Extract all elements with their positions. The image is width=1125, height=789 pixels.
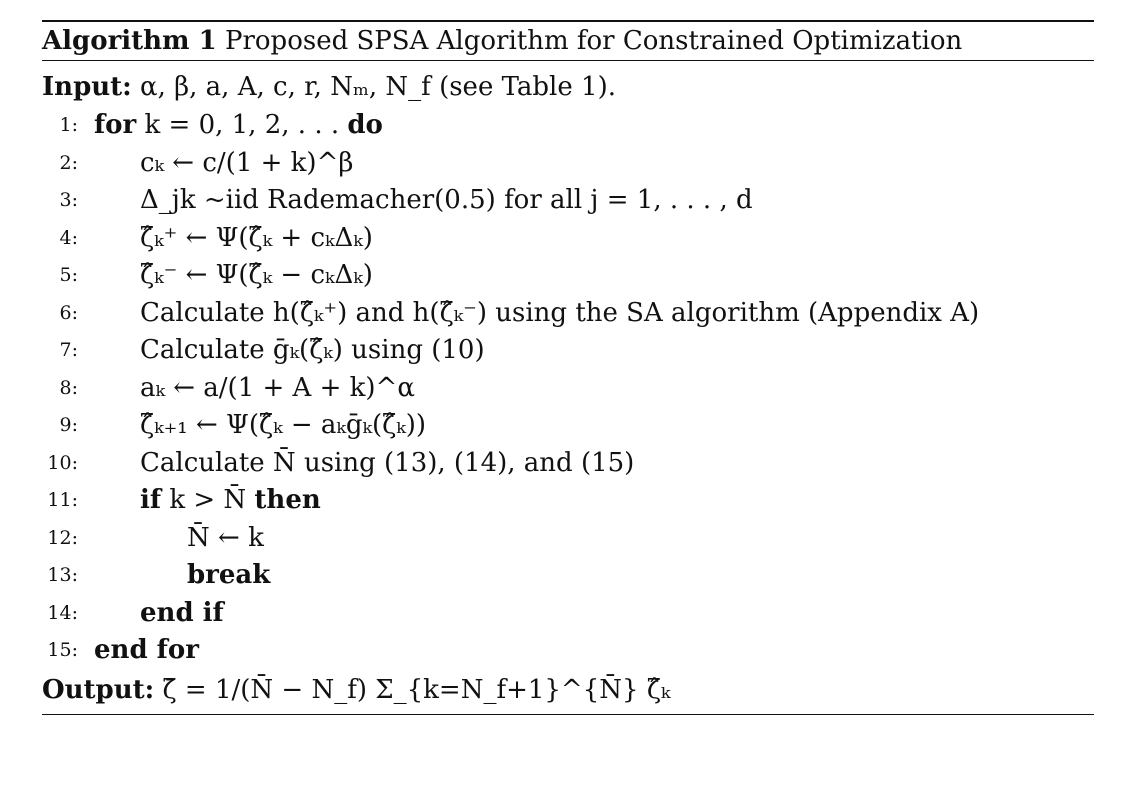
line-content: [94, 632, 199, 670]
line-content: [187, 557, 270, 595]
keyword: then: [254, 485, 321, 515]
line-content: [140, 220, 373, 258]
line-text: Calculate ḡₖ(ζ̂ₖ) using (10): [140, 335, 485, 365]
keyword: end for: [94, 635, 199, 665]
line-text: Calculate N̄ using (13), (14), and (15): [140, 447, 635, 478]
line-number: 2:: [59, 151, 78, 174]
algorithm-line: [42, 557, 1094, 595]
line-text: ζ̂ₖ⁻ ← Ψ(ζ̂ₖ − cₖΔₖ): [140, 260, 373, 290]
line-number: 5:: [59, 264, 78, 286]
line-content: [140, 370, 415, 408]
line-content: [187, 520, 264, 558]
keyword: break: [187, 560, 271, 590]
line-text: N̄ ← k: [187, 522, 264, 553]
input-label: Input:: [42, 72, 132, 102]
line-number: 12:: [47, 526, 78, 549]
line-text: k > N̄: [169, 485, 247, 515]
line-text: cₖ ← c/(1 + k)^β: [140, 147, 354, 178]
input-line: [42, 67, 1094, 107]
line-content: [140, 332, 485, 370]
algorithm-steps: [42, 107, 1094, 670]
line-number: 6:: [59, 301, 78, 324]
keyword: do: [347, 110, 383, 140]
line-number: 11:: [47, 489, 78, 511]
algorithm-line: [42, 632, 1094, 670]
line-number: 9:: [59, 414, 78, 436]
line-number: 4:: [59, 226, 78, 249]
bottom-rule: [42, 714, 1094, 715]
keyword: end if: [140, 597, 224, 628]
output-text: ζ̄ = 1/(N̄ − N_f) Σ_{k=N_f+1}^{N̄} ζ̂ₖ: [162, 674, 671, 705]
line-content: [140, 295, 979, 333]
line-text: k = 0, 1, 2, . . .: [144, 110, 340, 140]
line-number: 13:: [47, 564, 78, 586]
algorithm-line: [42, 220, 1094, 258]
algorithm-line: [42, 370, 1094, 408]
line-text: ζ̂ₖ⁺ ← Ψ(ζ̂ₖ + cₖΔₖ): [140, 222, 373, 253]
line-text: aₖ ← a/(1 + A + k)^α: [140, 372, 415, 403]
line-number: 15:: [47, 639, 78, 661]
algorithm-label: Algorithm 1: [42, 26, 217, 56]
algorithm-box: [42, 20, 1094, 715]
line-number: 10:: [47, 451, 78, 474]
line-content: [140, 595, 224, 633]
algorithm-line: [42, 520, 1094, 558]
input-text: α, β, a, A, c, r, Nₘ, N_f (see Table 1).: [140, 72, 616, 102]
keyword: if: [140, 485, 162, 515]
line-content: [140, 257, 373, 295]
line-number: 1:: [59, 114, 78, 136]
line-content: [140, 482, 321, 520]
output-label: Output:: [42, 674, 155, 705]
algorithm-title: Proposed SPSA Algorithm for Constrained Optimization: [224, 26, 963, 56]
algorithm-line: [42, 182, 1094, 220]
algorithm-line: [42, 295, 1094, 333]
line-number: 8:: [59, 376, 78, 399]
algorithm-line: [42, 145, 1094, 183]
algorithm-line: [42, 257, 1094, 295]
line-content: [140, 145, 353, 183]
line-number: 7:: [59, 339, 78, 361]
line-text: ζ̂ₖ₊₁ ← Ψ(ζ̂ₖ − aₖḡₖ(ζ̂ₖ)): [140, 410, 426, 440]
line-text: Calculate h(ζ̂ₖ⁺) and h(ζ̂ₖ⁻) using the SA algorithm (Appendix A): [140, 297, 980, 328]
algorithm-caption: [42, 22, 1094, 60]
line-number: 14:: [47, 601, 78, 624]
output-line: [42, 670, 1094, 710]
line-number: 3:: [59, 189, 78, 211]
algorithm-line: [42, 107, 1094, 145]
algorithm-line: [42, 407, 1094, 445]
algorithm-body: [42, 61, 1094, 710]
algorithm-line: [42, 332, 1094, 370]
algorithm-line: [42, 482, 1094, 520]
algorithm-line: [42, 595, 1094, 633]
algorithm-line: [42, 445, 1094, 483]
line-text: Δ_jk ~iid Rademacher(0.5) for all j = 1, . . . , d: [140, 185, 753, 215]
line-content: [140, 182, 753, 220]
line-content: [94, 107, 383, 145]
keyword: for: [94, 110, 137, 140]
line-content: [140, 407, 426, 445]
line-content: [140, 445, 634, 483]
